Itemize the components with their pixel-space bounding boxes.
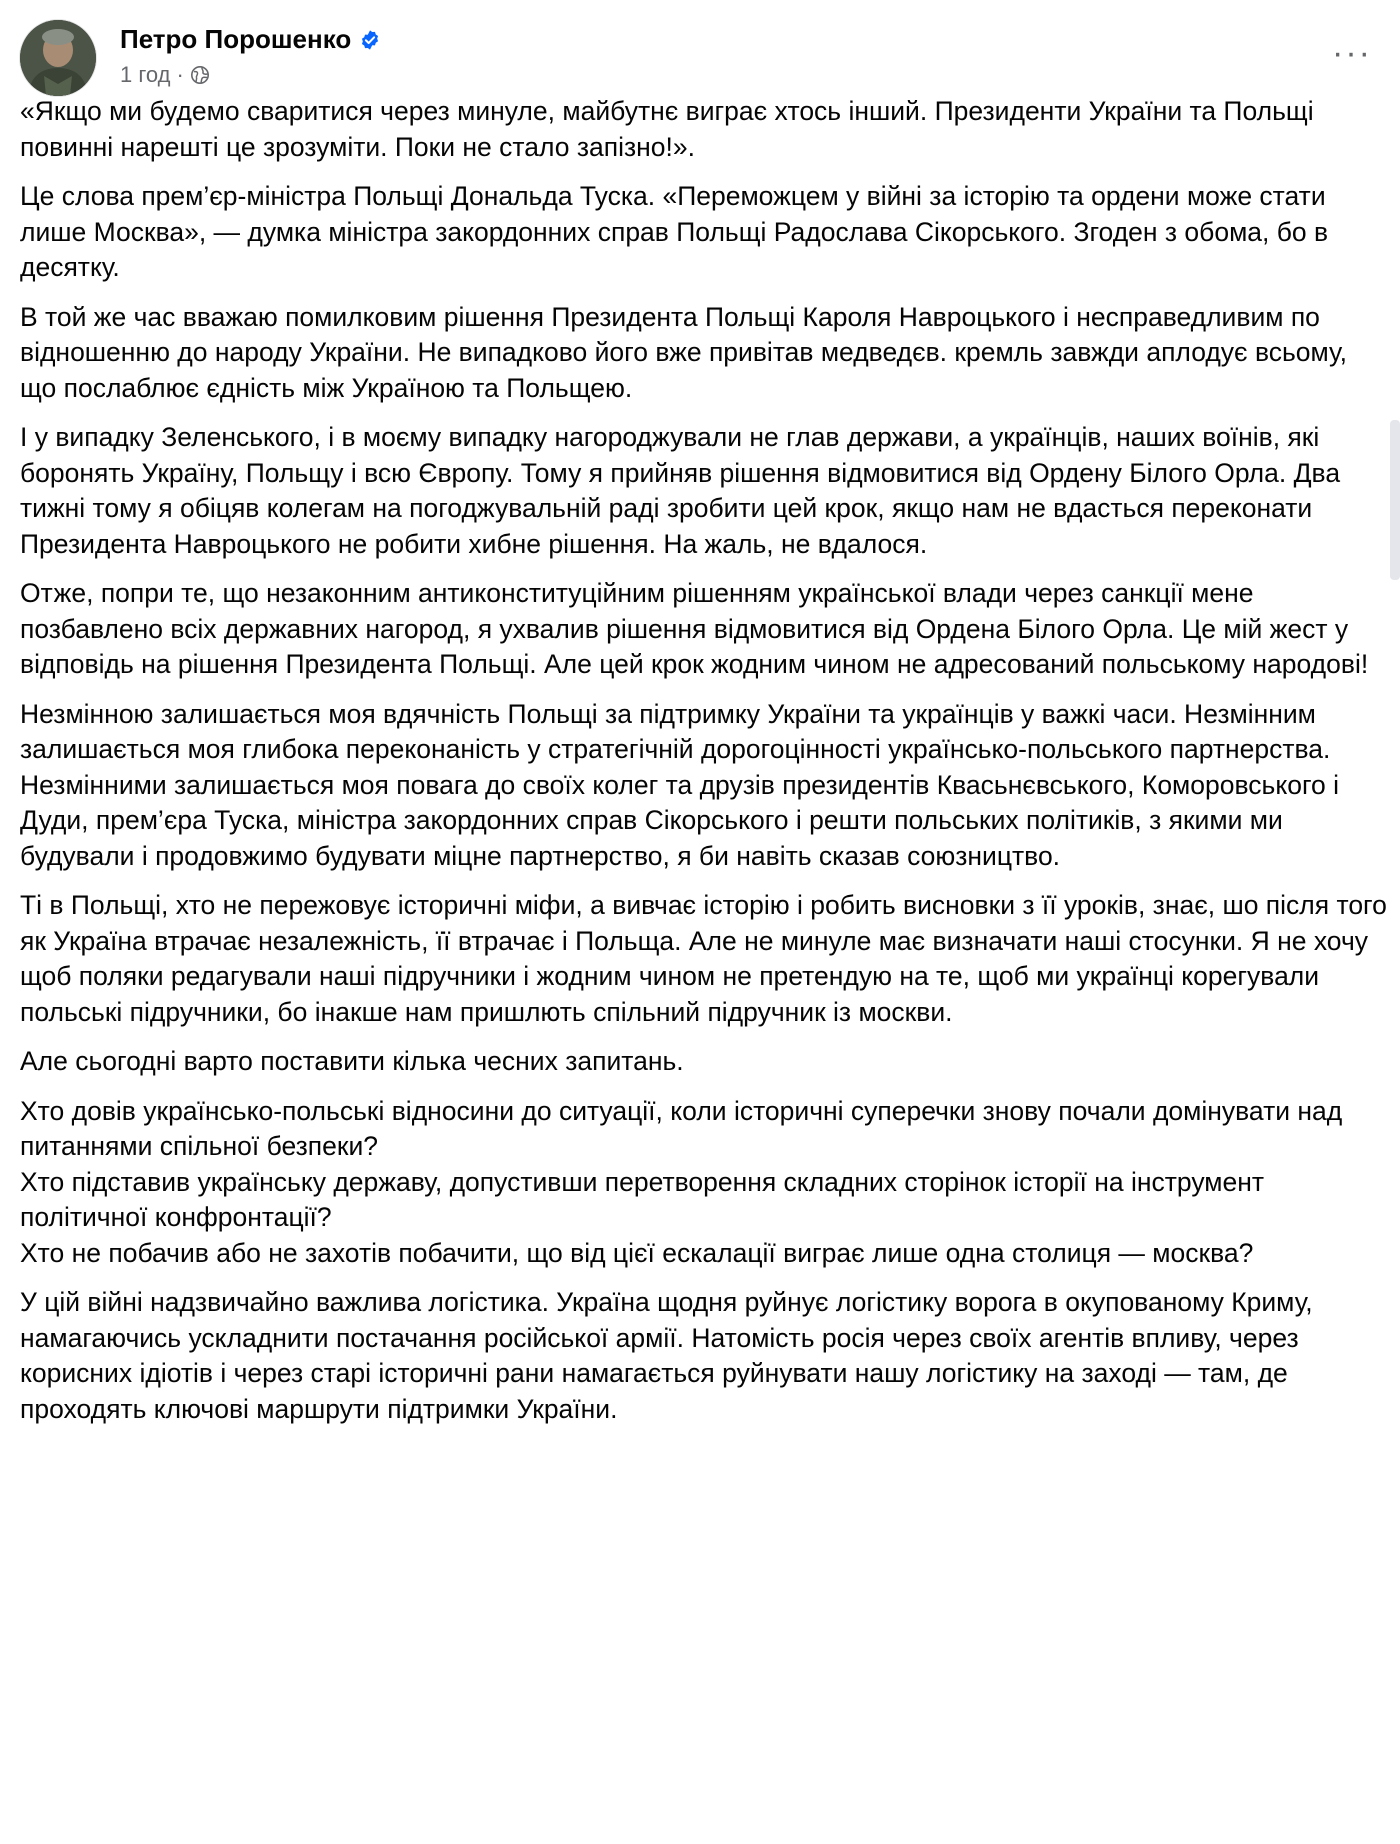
verified-badge-icon bbox=[359, 29, 381, 51]
post-timestamp[interactable]: 1 год bbox=[120, 62, 171, 87]
post-paragraph: Ті в Польщі, хто не пережовує історичні міфи, а вивчає історію і робить висновки з її уроків, знає, шо після того як Україна втрачає незалежність, її втрачає і Польща. Але не минуле має визначати наші стосунки. Я не хочу щоб поляки редагували наші підручники і жодним чином не претендую на те, щоб ми українці корегували польські підручники, бо інакше нам пришлють спільний підручник із москви. bbox=[20, 890, 1387, 1027]
post-paragraph: Це слова прем’єр-міністра Польщі Дональда Туска. «Переможцем у війні за історію та ордени може стати лише Москва», — думка міністра закордонних справ Польщі Радослава Сікорського. Згоден з обома, бо в десятку. bbox=[20, 181, 1329, 282]
post-paragraph: Отже, попри те, що незаконним антиконституційним рішенням української влади через санкції мене позбавлено всіх державних нагород, я ухвалив рішення відмовитися від Ордена Білого Орла. Це мій жест у відповідь на рішення Президента Польщі. Але цей крок жодним чином не адресований польському народові! bbox=[20, 578, 1369, 679]
post-paragraph: Хто довів українсько-польські відносини до ситуації, коли історичні суперечки знову почали домінувати над питаннями спільної безпеки? Хто підставив українську державу, допустивши перетворення складних сторінок історії на інструмент політичної конфронтації? Хто не побачив або не захотів побачити, що від цієї ескалації виграє лише одна столиця — москва? bbox=[20, 1095, 1343, 1268]
post-paragraph: І у випадку Зеленського, і в моєму випадку нагороджували не глав держави, а українців, наших воїнів, які боронять Україну, Польщу і всю Європу. Тому я прийняв рішення відмовитися від Ордену Білого Орла. Два тижні тому я обіцяв колегам на погоджувальній раді зробити цей крок, якщо нам не вдасться переконати Президента Навроцького не робити хибне рішення. На жаль, не вдалося. bbox=[20, 422, 1341, 559]
more-options-button[interactable] bbox=[1330, 34, 1374, 82]
post-meta bbox=[120, 62, 210, 88]
more-options-icon: ··· bbox=[1332, 34, 1372, 72]
post-paragraph: У цій війні надзвичайно важлива логістика. Україна щодня руйнує логістику ворога в окупованому Криму, намагаючись ускладнити постачання російської армії. Натомість росія через своїх агентів впливу, через корисних ідіотів і через старі історичні рани намагається руйнувати нашу логістику на заході — там, де проходять ключові маршрути підтримки України. bbox=[20, 1287, 1313, 1424]
avatar[interactable] bbox=[20, 20, 96, 96]
author-name[interactable]: Петро Порошенко bbox=[120, 24, 352, 54]
post-body bbox=[20, 94, 1388, 1441]
author-row bbox=[120, 24, 381, 55]
avatar-portrait-icon bbox=[20, 20, 96, 96]
post-header bbox=[20, 10, 1380, 100]
scrollbar-thumb[interactable] bbox=[1390, 420, 1400, 580]
post-paragraph: В той же час вважаю помилковим рішення Президента Польщі Кароля Навроцького і несправедливим по відношенню до народу України. Не випадково його вже привітав медведєв. кремль завжди аплодує всьому, що послаблює єдність між Україною та Польщею. bbox=[20, 301, 1347, 403]
post-paragraph: Але сьогодні варто поставити кілька чесних запитань. bbox=[20, 1046, 684, 1076]
globe-icon[interactable] bbox=[190, 65, 210, 85]
post-paragraph: Незмінною залишається моя вдячність Польщі за підтримку України та українців у важкі часи. Незмінним залишається моя глибока переконаність у стратегічній дорогоцінності українсько-польського партнерства. Незмінними залишається моя повага до своїх колег та друзів президентів Квасьнєвського, Коморовського і Дуди, прем’єра Туска, міністра закордонних справ Сікорського і решти польських політиків, з якими ми будували і продовжимо будувати міцне партнерство, я би навіть сказав союзництво. bbox=[20, 698, 1340, 871]
meta-separator: · bbox=[176, 62, 184, 87]
post-paragraph: «Якщо ми будемо сваритися через минуле, майбутнє виграє хтось інший. Президенти України та Польщі повинні нарешті це зрозуміти. Поки не стало запізно!». bbox=[20, 96, 1314, 162]
